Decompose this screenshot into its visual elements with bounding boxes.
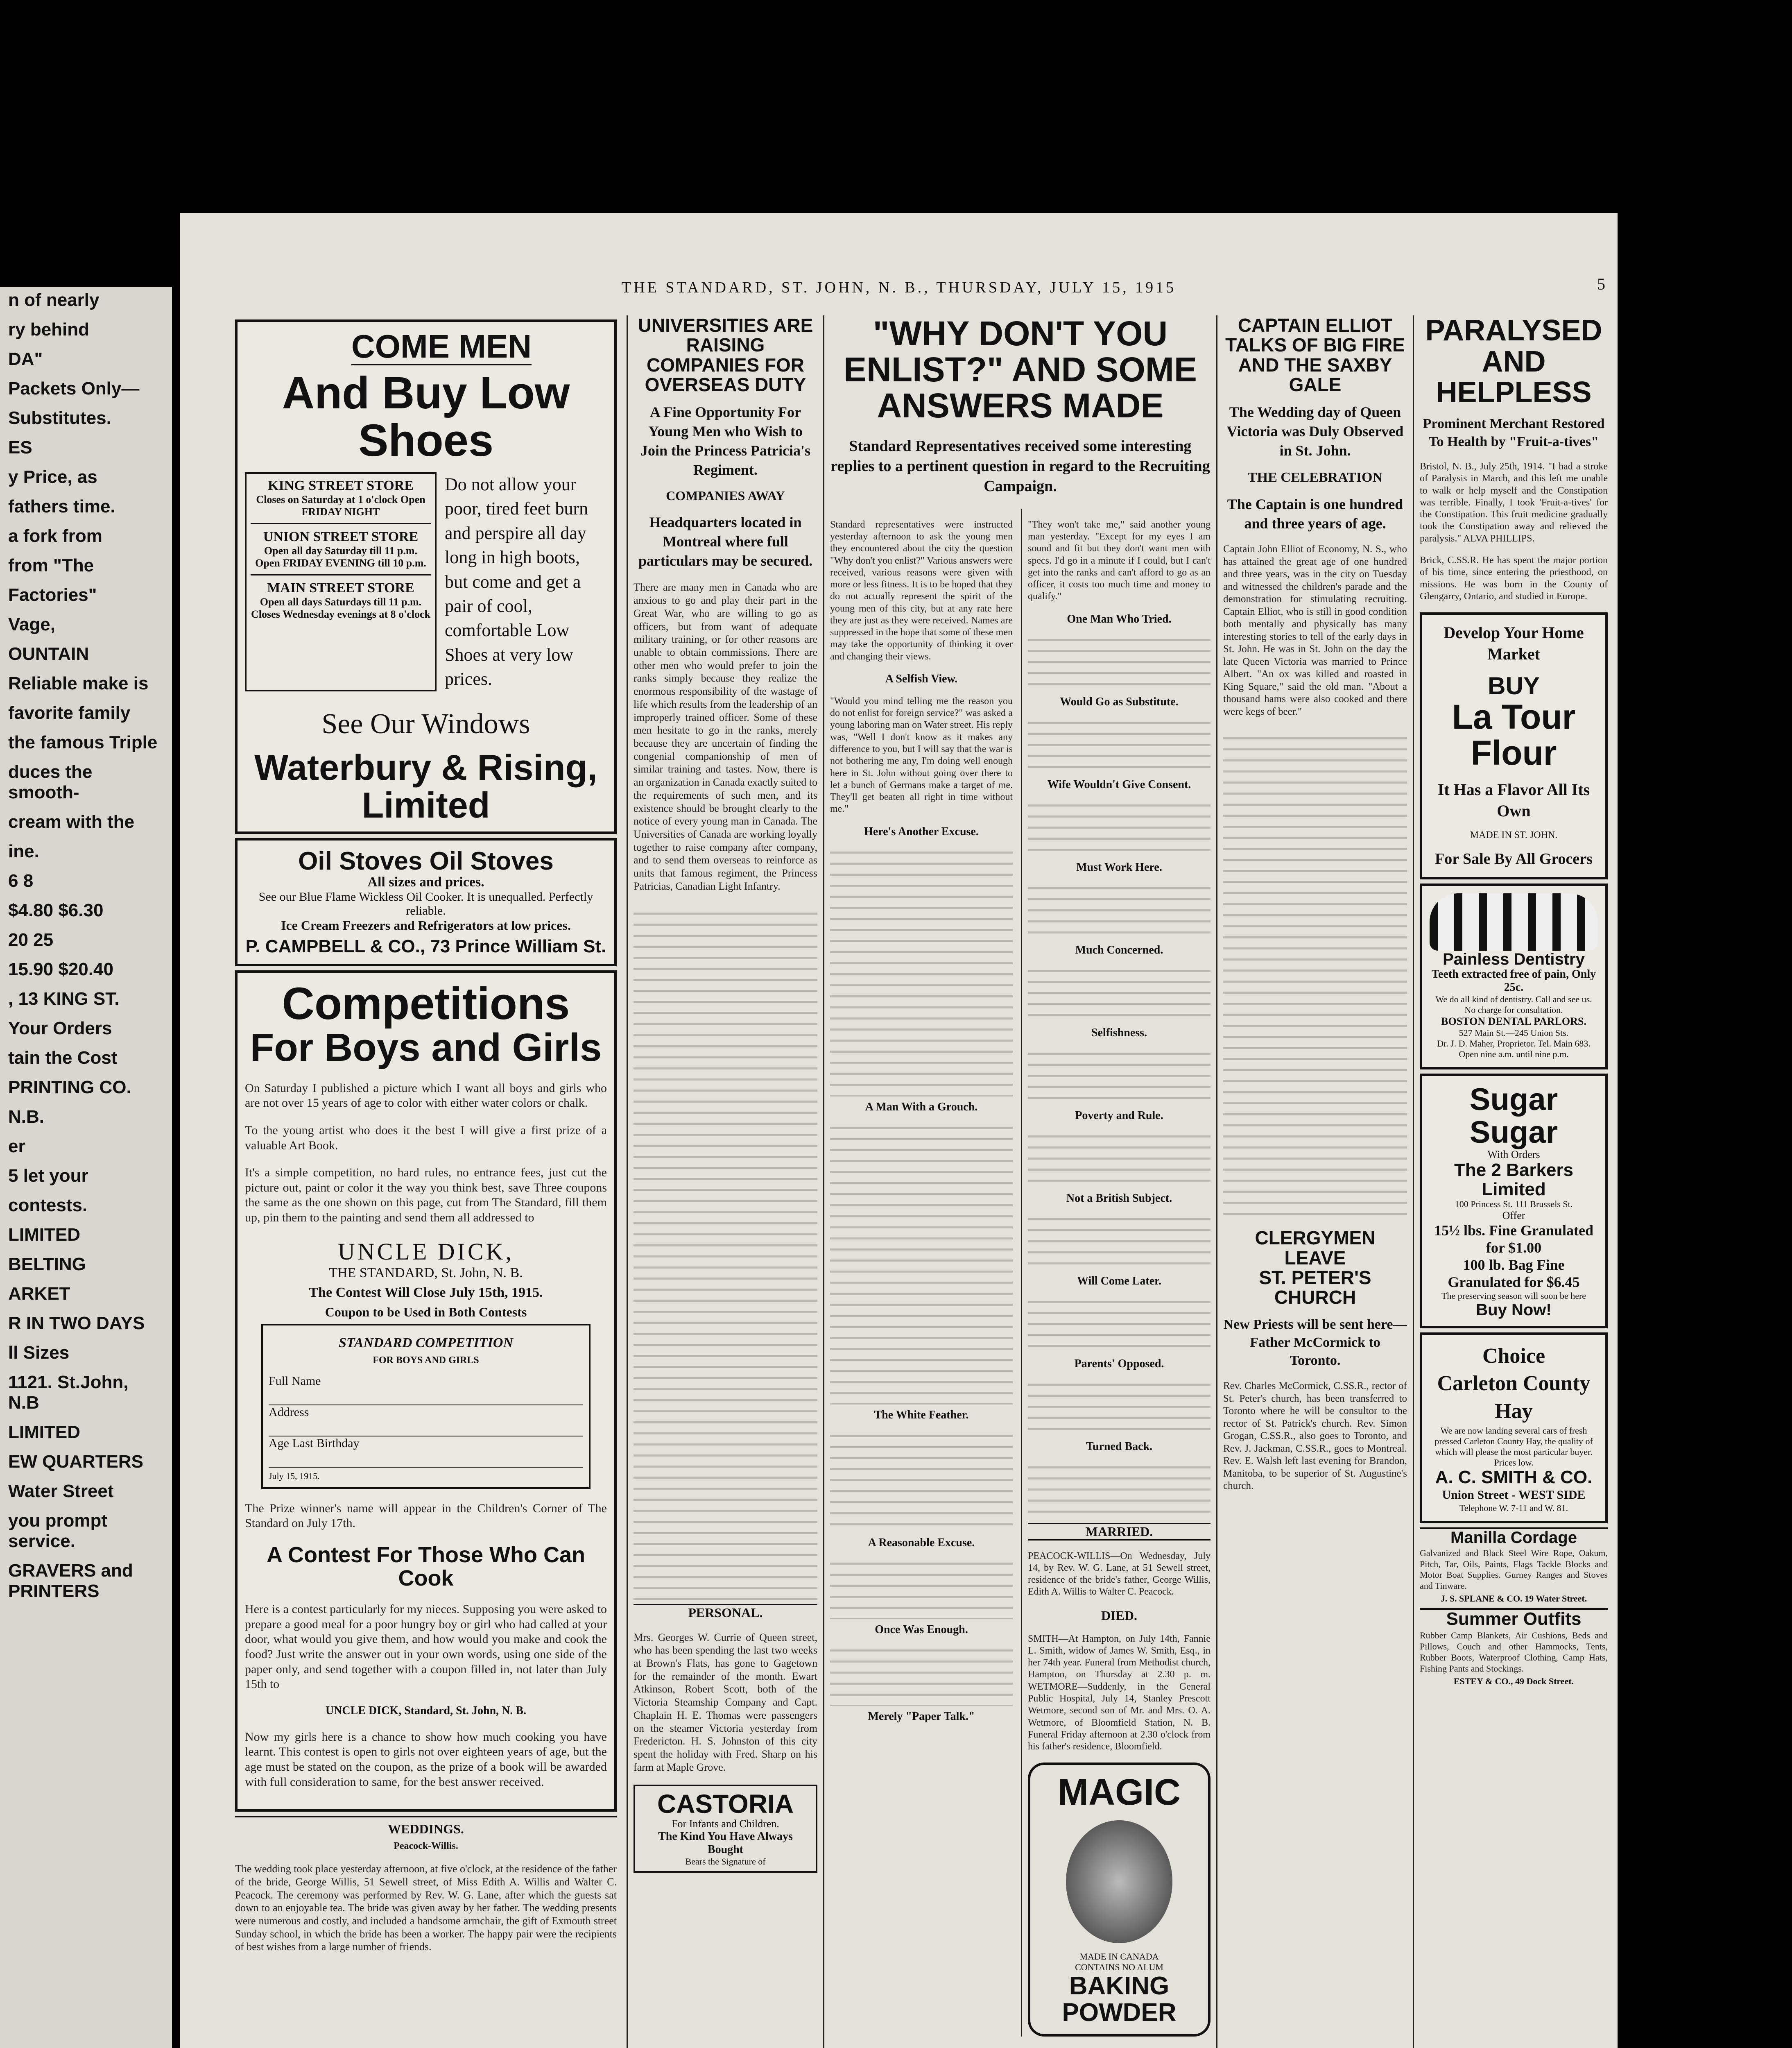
firm-name: Waterbury & Rising, Limited [254, 747, 597, 825]
strip-line: from "The [8, 555, 94, 575]
ad-latour-flour: Develop Your Home Market BUY La Tour Flour It Has a Flavor All Its Own MADE IN ST. JOHN. For Sale By All Grocers [1420, 612, 1608, 879]
column-4: CAPTAIN ELLIOT TALKS OF BIG FIRE AND THE SAXBY GALE The Wedding day of Queen Victoria was Duly Observed in St. John. THE CELEBRATION The Captain is one hundred and three years of age. Captain John Elliot of Economy, N. S., who has attained the great age of one hundred and three years, was in the city on Tuesday and witnessed the children's parade and the demonstration for stimulating recruiting. Captain Elliot, who is still in good condition both mentally and physically has many interesting stories to tell of the early days in St. John. He was in St. John on the day the late Queen Victoria was married to Prince Albert. "An ox was killed and roasted in King Square," said the old man. "About a thousand hams were also cooked and there were kegs of beer." CLERGYMEN LEAVE ST. PETER'S CHURCH New Priests will be sent here—Father McCormick to Toronto. Rev. Charles McCormick, C.SS.R., rector of St. Peter's church, has been transferred to Toronto where he will be consultor to the rector of St. Patrick's church. Rev. Simon Grogan, C.SS.R., also goes to Toronto, and Rev. J. Jackman, C.SS.R., goes to Montreal. Rev. E. Walsh left last evening for Brandon, Manitoba, to be superior of St. Augustine's church. [1216, 315, 1413, 2048]
strip-line: ll Sizes [8, 1343, 70, 1363]
strip-line: Water Street [8, 1481, 114, 1501]
paralysed-headline: PARALYSED AND HELPLESS [1425, 315, 1602, 409]
subhead: Turned Back. [1086, 1440, 1153, 1453]
strip-line: Your Orders [8, 1018, 112, 1038]
strip-line: 6 8 [8, 871, 34, 891]
strip-line: contests. [8, 1195, 88, 1215]
strip-line: PRINTING CO. [8, 1077, 131, 1097]
strip-line: 15.90 $20.40 [8, 959, 113, 979]
strip-line: BELTING [8, 1254, 86, 1274]
column-2: UNIVERSITIES ARE RAISING COMPANIES FOR OVERSEAS DUTY A Fine Opportunity For Young Men who Wish to Join the Princess Patricia's Regiment. COMPANIES AWAY Headquarters located in Montreal where full particulars may be secured. There are many men in Canada who are anxious to go and play their part in the Great War, who are willing to go as officers, but from want of adequate military training, or for other reasons are unable to obtain commissions. There are other men who would prefer to join the ranks simply because they realize the enormous responsibility of the wastage of life which results from the leadership of an improperly trained officer. Some of these men hesitate to go in the ranks, merely because they are uncertain of finding the congenial companionship of men of similar training and tastes. Now, there is an organization in Canada exactly suited to the requirements of such men, and its existence should be brought clearly to the notice of every young man in Canada. The Universities of Canada are working loyally together to raise company after company, and to send them overseas to reinforce as units that famous regiment, the Princess Patricias, Canadian Light Infantry. PERSONAL. Mrs. Georges W. Currie of Queen street, who has been spending the last two weeks at Brown's Flats, has gone to Gagetown for the remainder of the month. Ewart Atkinson, Robert Scott, both of the Victoria Steamship Company and Capt. Chaplain H. E. Thomas were passengers on the steamer Victoria yesterday from Fredericton. H. S. Johnston of this city spent the holiday with Fred. Sharp on his farm at Maple Grove. CASTORIA For Infants and Children. The Kind You Have Always Bought Bears the Signature of [627, 315, 823, 2048]
strip-line: LIMITED [8, 1422, 80, 1442]
store-hours: KING STREET STORE Closes on Saturday at 1 o'clock Open FRIDAY NIGHT UNION STREET STORE Open all day Saturday till 11 p.m. Open FRIDAY EVENING till 10 p.m. MAIN STREET STORE Open all days Saturdays till 11 p.m. Closes Wednesday evenings at 8 o'clock [245, 472, 437, 691]
strip-line: er [8, 1136, 25, 1156]
strip-line: Reliable make is [8, 673, 149, 693]
see-windows: See Our Windows [321, 708, 530, 740]
strip-line: tain the Cost [8, 1048, 118, 1068]
ad-manilla-cordage: Manilla Cordage Galvanized and Black Steel Wire Rope, Oakum, Pitch, Tar, Oils, Paints, Flags Tackle Blocks and Motor Boat Supplies. Gurney Ranges and Stoves and Tinware. J. S. SPLANE & CO. 19 Water Street. [1420, 1527, 1608, 1604]
strip-line: $4.80 $6.30 [8, 900, 104, 920]
strip-line: EW QUARTERS [8, 1452, 143, 1472]
strip-line: Factories" [8, 585, 97, 605]
strip-line: GRAVERS and PRINTERS [8, 1561, 133, 1601]
ad-shoes-subtitle: And Buy Low Shoes [282, 368, 570, 466]
address-field[interactable]: Address [269, 1405, 583, 1436]
ad-sugar: Sugar Sugar With Orders The 2 Barkers Limited 100 Princess St. 111 Brussels St. Offer 15½ lbs. Fine Granulated for $1.00 100 lb. Bag Fine Granulated for $6.45 The preserving season will soon be here Buy Now! [1420, 1074, 1608, 1328]
subhead: Will Come Later. [1077, 1274, 1162, 1287]
ad-hay: Choice Carleton County Hay We are now landing several cars of fresh pressed Carleton County Hay, the quality of which will please the most particular buyer. Prices low. A. C. SMITH & CO. Union Street - WEST SIDE Telephone W. 7-11 and W. 81. [1420, 1332, 1608, 1523]
full-name-field[interactable]: Full Name [269, 1374, 583, 1405]
strip-line: R IN TWO DAYS [8, 1313, 145, 1333]
subhead: Must Work Here. [1076, 861, 1162, 874]
subhead: Would Go as Substitute. [1060, 695, 1179, 708]
strip-line: 20 25 [8, 930, 54, 950]
ad-summer-outfits: Summer Outfits Rubber Camp Blankets, Air Cushions, Beds and Pillows, Couch and other Hammocks, Tents, Rubber Boots, Waterproof Clothing, Camp Hats, Fishing Pants and Stockings. ESTEY & CO., 49 Dock Street. [1420, 1609, 1608, 1686]
ad-oil-stoves: Oil Stoves Oil Stoves All sizes and prices. See our Blue Flame Wickless Oil Cooker. It is unequalled. Perfectly reliable. Ice Cream Freezers and Refrigerators at low prices. P. CAMPBELL & CO., 73 Prince William St. [235, 838, 617, 966]
subhead: Parents' Opposed. [1074, 1357, 1164, 1370]
strip-line: fathers time. [8, 496, 115, 517]
competition-box: Competitions For Boys and Girls On Saturday I published a picture which I want all boys and girls who are not over 15 years of age to color with either water colors or chalk. To the young artist who does it the best I will give a first prize of a valuable Art Book. It's a simple competition, no hard rules, no entrance fees, just cut the picture out, paint or color it the way you think best, save Three coupons the same as the one shown on this page, cut from The Standard, fill them up, pin them to the painting and send them all addressed to UNCLE DICK, THE STANDARD, St. John, N. B. The Contest Will Close July 15th, 1915. Coupon to be Used in Both Contests STANDARD COMPETITION FOR BOYS AND GIRLS Full Name Address Age Last Birthday July 15, 1915. The Prize winner's name will appear in the Children's Corner of The Standard on July 17th. A Contest For Those Who Can Cook Here is a contest particularly for my nieces. Supposing you were asked to prepare a good meal for a poor hungry boy or girl who had called at your door, what would you give them, and how would you make and cook the food? Just write the answer out in your own words, using one side of the paper only, and send together with a coupon filled in, not later than July 15th to UNCLE DICK, Standard, St. John, N. B. Now my girls here is a chance to show how much cooking you have learnt. This contest is open to girls not over eighteen years of age, but the age must be stated on the coupon, as the prize of a book will be awarded with full consideration to same, for the best answer received. [235, 970, 617, 1812]
shoes-pitch: Do not allow your poor, tired feet burn and perspire all day long in high boots, but come and get a pair of cool, comfortable Low Shoes at very low prices. [445, 474, 588, 689]
strip-line: you prompt service. [8, 1511, 107, 1551]
subhead: Much Concerned. [1075, 943, 1163, 956]
masthead: THE STANDARD, ST. JOHN, N. B., THURSDAY, JULY 15, 1915 [621, 279, 1177, 296]
strip-line: y Price, as [8, 467, 97, 487]
teeth-icon [1430, 893, 1598, 951]
subhead: One Man Who Tried. [1067, 612, 1172, 625]
column-3: "WHY DON'T YOU ENLIST?" AND SOME ANSWERS MADE Standard Representatives received some interesting replies to a pertinent question in regard to the Recruiting Campaign. Standard representatives were instructed yesterday afternoon to ask the young men they encountered about the city the question "Why don't you enlist?" Various answers were received, various reasons were given with more or less fitness. It is to be hoped that they do not actually represent the spirit of the young men of this city, but at any rate here they are just as they were received. Names are suppressed in the hope that some of these men may take the opportunity of thinking it over and changing their views. A Selfish View. "Would you mind telling me the reason you do not enlist for foreign service?" was asked a young laboring man on Water street. His reply was, "Well I don't know as it makes any difference to you, but I will say that the war is not bothering me any, I'm doing well enough here in St. John without going over there to let a bunch of Germans make a target of me. They'll get beaten all right in time without me." Here's Another Excuse. A Man With a Grouch. The White Feather. A Reasonable Excuse. Once Was Enough. Merely "Paper Talk." "They won't take me," said another young man yesterday. "Except for my eyes I am sound and fit but they don't want men with specs. I'd go in a minute if I could, but I can't get into the ranks and can't afford to go as an officer, it costs too much time and money to qualify." One Man Who Tried. Would Go as Substitute. Wife Wouldn't Give Consent. Must Work Here. Much Concerned. Selfishness. Poverty and Rule. Not a British Subject. Will Come Later. Parents' Opposed. Turned Back. MARRIED. PEACOCK-WILLIS—On Wednesday, July 14, by Rev. W. G. Lane, at 51 Sewell street, residence of the bride's father, George Willis, Edith A. Willis to Walter C. Peacock. DIED. SMITH—At Hampton, on July 14th, Fannie L. Smith, widow of James W. Smith, Esq., in her 74th year. Funeral from Methodist church, Hampton, on Thursday at 2.30 p. m. WETMORE—Suddenly, in the General Public Hospital, July 14, Stanley Prescott Wetmore, second son of Mr. and Mrs. O. A. Wetmore, of Bloomfield Station, N. B. Funeral Friday afternoon at 2.30 o'clock from his father's residence, Bloomfield. MAGIC MADE IN CANADA CONTAINS NO ALUM BAKING POWDER [823, 315, 1216, 2048]
strip-line: 1121. St.John, N.B [8, 1372, 129, 1413]
strip-line: Substitutes. [8, 408, 111, 428]
strip-line: the famous Triple [8, 732, 158, 752]
elliot-headline: CAPTAIN ELLIOT TALKS OF BIG FIRE AND THE SAXBY GALE [1225, 315, 1405, 395]
strip-line: ine. [8, 841, 39, 861]
ad-castoria: CASTORIA For Infants and Children. The Kind You Have Always Bought Bears the Signature of [634, 1785, 817, 1873]
coupon[interactable]: STANDARD COMPETITION FOR BOYS AND GIRLS Full Name Address Age Last Birthday July 15, 1915. [261, 1324, 591, 1489]
baking-powder-can-icon [1066, 1820, 1172, 1943]
ad-shoes-title: COME MEN [351, 328, 532, 365]
strip-line: , 13 KING ST. [8, 989, 120, 1009]
strip-line: cream with the [8, 812, 135, 832]
ad-dentistry: Painless Dentistry Teeth extracted free of pain, Only 25c. We do all kind of dentistry. Call and see us. No charge for consultation. BOSTON DENTAL PARLORS. 527 Main St.—245 Union Sts. Dr. J. D. Maher, Proprietor. Tel. Main 683. Open nine a.m. until nine p.m. [1420, 884, 1608, 1069]
strip-line: ARKET [8, 1284, 70, 1304]
strip-line: LIMITED [8, 1225, 80, 1245]
strip-line: ry behind [8, 319, 90, 340]
page-number: 5 [1597, 275, 1605, 293]
enlist-headline: "WHY DON'T YOU ENLIST?" AND SOME ANSWERS MADE [844, 315, 1197, 425]
weddings: WEDDINGS. Peacock-Willis. The wedding took place yesterday afternoon, at five o'clock, at the residence of the father of the bride, George Willis, 51 Sewell street, of Miss Edith A. Willis and Walter C. Peacock. The ceremony was performed by Rev. W. G. Lane, after which the guests sat down to an enjoyable tea. The bride was given away by her father. The wedding presents were numerous and costly, and included a handsome armchair, the gift of Exmouth street Sunday school, in which the bride has been a worker. The happy pair were the recipients of best wishes from a large number of friends. [235, 1816, 617, 1953]
ad-magic-baking-powder: MAGIC MADE IN CANADA CONTAINS NO ALUM BAKING POWDER [1028, 1763, 1211, 2037]
strip-line: Packets Only— [8, 378, 140, 399]
strip-line: DA" [8, 349, 43, 369]
newspaper-page [180, 213, 1618, 2048]
strip-line: duces the smooth- [8, 762, 93, 802]
subhead: Not a British Subject. [1066, 1192, 1172, 1205]
subhead: Poverty and Rule. [1075, 1109, 1163, 1122]
strip-line: Vage, [8, 614, 55, 634]
universities-headline: UNIVERSITIES ARE RAISING COMPANIES FOR OVERSEAS DUTY [638, 315, 813, 395]
adjacent-page-strip [0, 287, 172, 2048]
strip-line: ES [8, 437, 32, 458]
subhead: Selfishness. [1091, 1026, 1147, 1039]
strip-line: N.B. [8, 1107, 44, 1127]
strip-line: n of nearly [8, 290, 100, 310]
strip-line: a fork from [8, 526, 102, 546]
strip-line: favorite family [8, 703, 131, 723]
subhead: Wife Wouldn't Give Consent. [1047, 778, 1191, 791]
strip-line: OUNTAIN [8, 644, 89, 664]
column-5: PARALYSED AND HELPLESS Prominent Merchant Restored To Health by "Fruit-a-tives" Bristol, N. B., July 25th, 1914. "I had a stroke of Paralysis in March, and this left me unable to walk or help myself and the Constipation was terrible. Finally, I took 'Fruit-a-tives' for the Constipation. This fruit medicine gradually took the Constipation away and relieved the paralysis." ALVA PHILLIPS. Brick, C.SS.R. He has spent the major portion of his time, since entering the priesthood, on missions. He was born in the County of Glengarry, Ontario, and studied in Europe. Develop Your Home Market BUY La Tour Flour It Has a Flavor All Its Own MADE IN ST. JOHN. For Sale By All Grocers Painless Dentistry Teeth extracted free of pain, Only 25c. We do all kind of dentistry. Call and see us. No charge for consultation. BOSTON DENTAL PARLORS. 527 Main St.—245 Union Sts. Dr. J. D. Maher, Proprietor. Tel. Main 683. Open nine a.m. until nine p.m. Sugar Sugar With Orders The 2 Barkers Limited 100 Princess St. 111 Brussels St. Offer 15½ lbs. Fine Granulated for $1.00 100 lb. Bag Fine Granulated for $6.45 The preserving season will soon be here Buy Now! Choice Carleton County Hay We are now landing several cars of fresh pressed Carleton County Hay, the quality of which will please the most particular buyer. Prices low. A. C. SMITH & CO. Union Street - WEST SIDE Telephone W. 7-11 and W. 81. Manilla Cordage Galvanized and Black Steel Wire Rope, Oakum, Pitch, Tar, Oils, Paints, Flags Tackle Blocks and Motor Boat Supplies. Gurney Ranges and Stoves and Tinware. J. S. SPLANE & CO. 19 Water Street. Summer Outfits Rubber Camp Blankets, Air Cushions, Beds and Pillows, Couch and other Hammocks, Tents, Rubber Boots, Waterproof Clothing, Camp Hats, Fishing Pants and Stockings. ESTEY & CO., 49 Dock Street. [1413, 315, 1613, 2048]
strip-line: 5 let your [8, 1166, 88, 1186]
column-1 [229, 315, 622, 2048]
ad-low-shoes [235, 319, 617, 834]
age-field[interactable]: Age Last Birthday [269, 1436, 583, 1468]
